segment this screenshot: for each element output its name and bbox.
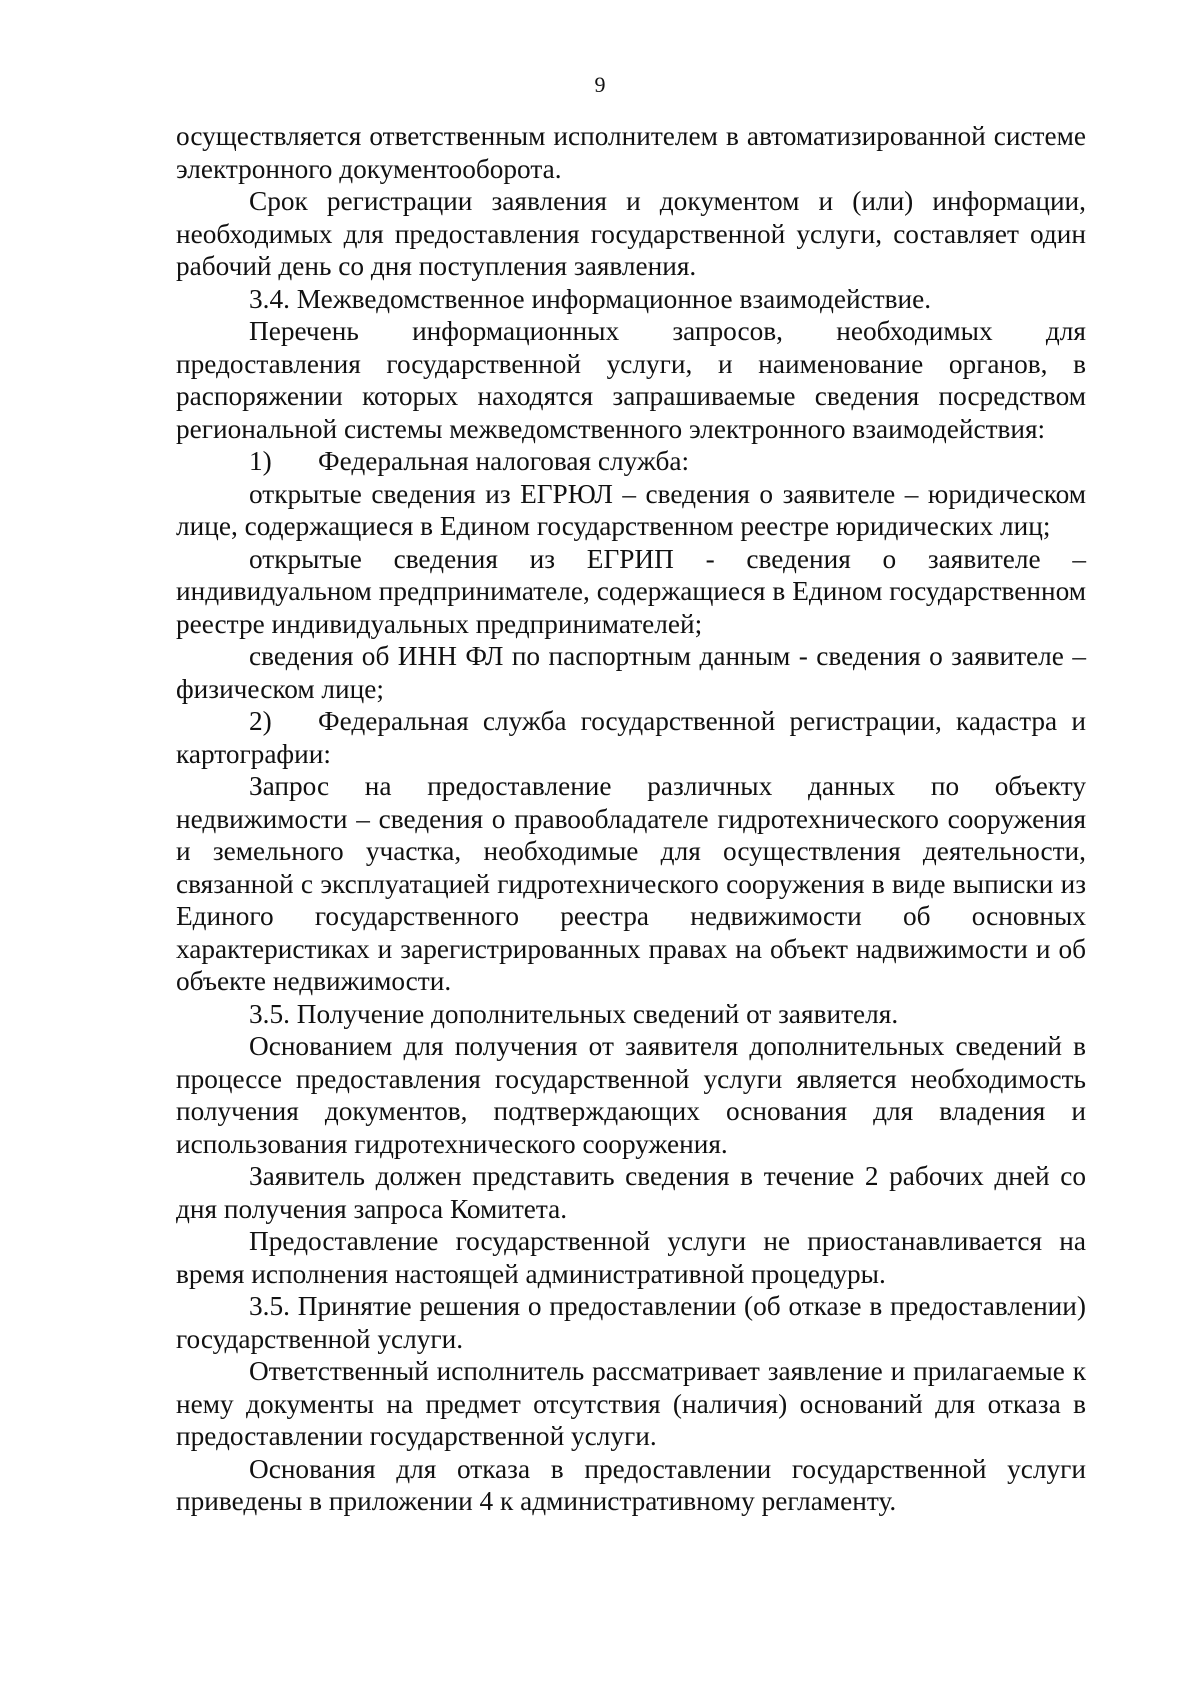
list-item-label: Федеральная налоговая служба: — [318, 446, 690, 476]
paragraph-refusal-grounds: Основания для отказа в предоставлении государственной услуги приведены в приложении 4 к административному регламенту. — [176, 1453, 1086, 1516]
page-number: 9 — [594, 72, 606, 97]
paragraph-applicant-deadline: Заявитель должен представить сведения в течение 2 рабочих дней со дня получения запроса Комитета. — [176, 1161, 1086, 1224]
paragraph-continuation: осуществляется ответственным исполнителем в автоматизированной системе электронного документооборота. — [176, 121, 1086, 184]
section-heading-3-5-additional: 3.5. Получение дополнительных сведений от заявителя. — [249, 998, 899, 1029]
paragraph-requests-list: Перечень информационных запросов, необходимых для предоставления государственной услуги, и наименование органов, в распоряжении которых находятся запрашиваемые сведения посредством региональной системы межведомственного электронного взаимодействия: — [176, 316, 1086, 444]
section-heading-3-5-decision: 3.5. Принятие решения о предоставлении (об отказе в предоставлении) государственной услуги. — [176, 1291, 1086, 1354]
paragraph-additional-grounds: Основанием для получения от заявителя дополнительных сведений в процессе предоставления государственной услуги является необходимость получения документов, подтверждающих основания для владения и использования гидротехнического сооружения. — [176, 1031, 1086, 1159]
list-number: 2) — [249, 706, 272, 736]
list-item-tax-service — [176, 445, 1086, 478]
paragraph-not-suspended: Предоставление государственной услуги не приостанавливается на время исполнения настоящей административной процедуры. — [176, 1226, 1086, 1289]
list-item-label: Федеральная служба государственной регистрации, кадастра и картографии: — [176, 706, 1086, 769]
paragraph-inn: сведения об ИНН ФЛ по паспортным данным - сведения о заявителе – физическом лице; — [176, 641, 1086, 704]
paragraph-egrip: открытые сведения из ЕГРИП - сведения о заявителе – индивидуальном предпринимателе, содержащиеся в Едином государственном реестре индивидуальных предпринимателей; — [176, 543, 1086, 639]
section-heading-3-4: 3.4. Межведомственное информационное взаимодействие. — [249, 283, 932, 314]
list-number: 1) — [249, 446, 272, 476]
document-body — [176, 120, 1086, 1518]
paragraph-registration-term: Срок регистрации заявления и документом и (или) информации, необходимых для предоставления государственной услуги, составляет один рабочий день со дня поступления заявления. — [176, 186, 1086, 281]
paragraph-egrul: открытые сведения из ЕГРЮЛ – сведения о заявителе – юридическом лице, содержащиеся в Едином государственном реестре юридических лиц; — [176, 478, 1086, 541]
list-item-rosreestr — [176, 705, 1086, 770]
paragraph-property-request: Запрос на предоставление различных данных по объекту недвижимости – сведения о правообладателе гидротехнического сооружения и земельного участка, необходимые для осуществления деятельности, связанной с эксплуатацией гидротехнического сооружения в виде выписки из Единого государственного реестра недвижимости об основных характеристиках и зарегистрированных правах на объект надвижимости и об объекте недвижимости. — [176, 771, 1086, 996]
paragraph-executor-review: Ответственный исполнитель рассматривает заявление и прилагаемые к нему документы на предмет отсутствия (наличия) оснований для отказа в предоставлении государственной услуги. — [176, 1356, 1086, 1451]
